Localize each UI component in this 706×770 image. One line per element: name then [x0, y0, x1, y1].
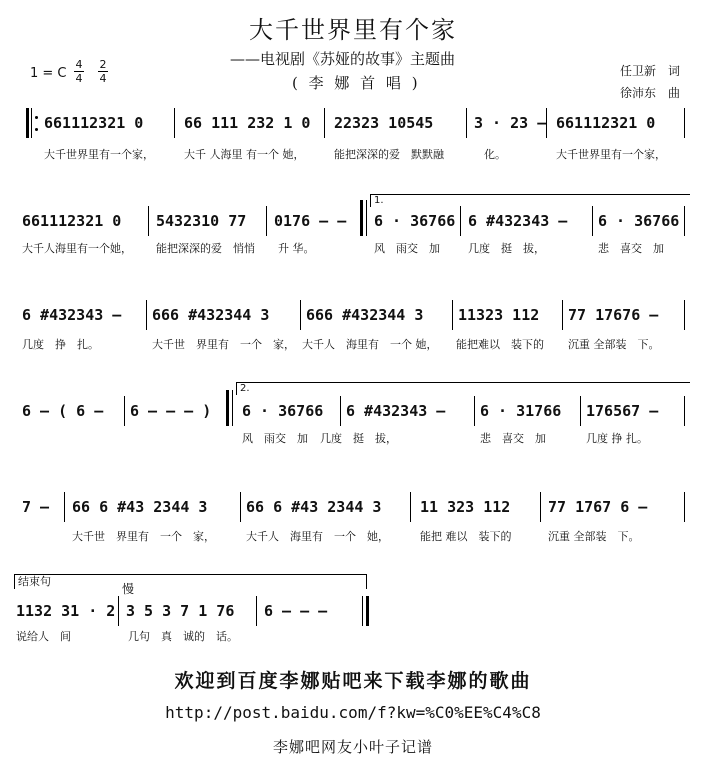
- lyric-text: 几度 挺 拔，: [468, 242, 545, 255]
- measure-notation: 0176 – –: [274, 212, 347, 230]
- barline: [300, 300, 301, 330]
- barline: [474, 396, 475, 426]
- measure-notation: 6 – ( 6 –: [22, 402, 104, 420]
- barline: [684, 108, 685, 138]
- lyric-text: 大千世 界里有 一个 家，: [152, 338, 295, 351]
- measure-notation: 11 323 112: [420, 498, 511, 516]
- measure-notation: 176567 –: [586, 402, 659, 420]
- barline: [124, 396, 125, 426]
- lyric-text: 大千人 海里有 一个 她，: [302, 338, 438, 351]
- measure-notation: 77 17676 –: [568, 306, 659, 324]
- measure-notation: 11323 112: [458, 306, 540, 324]
- barline: [174, 108, 175, 138]
- time-signature-two-four: [98, 58, 108, 85]
- measure-notation: 3 · 23 –: [474, 114, 547, 132]
- forum-url[interactable]: http://post.baidu.com/f?kw=%C0%EE%C4%C8: [165, 703, 541, 722]
- barline: [232, 390, 233, 426]
- lyric-text: 大千人海里有一个她，: [22, 242, 132, 255]
- key-signature: 1 = C: [30, 66, 67, 81]
- lyric-text: 悲 喜交 加: [480, 432, 546, 445]
- measure-notation: 661112321 0: [556, 114, 656, 132]
- time-sig-bottom: 4: [75, 72, 83, 85]
- measure-notation: 66 6 #43 2344 3: [72, 498, 208, 516]
- tempo-mark: 慢: [122, 582, 135, 596]
- measure-notation: 6 – – – ): [130, 402, 212, 420]
- lyric-text: 风 雨交 加: [374, 242, 440, 255]
- measure-notation: 6 · 31766: [480, 402, 562, 420]
- lyric-text: 升 华。: [278, 242, 315, 255]
- repeat-end-barline: [226, 390, 229, 426]
- barline: [684, 300, 685, 330]
- measure-notation: 6 #432343 –: [22, 306, 122, 324]
- barline: [684, 492, 685, 522]
- lyric-text: 大千世 界里有 一个 家，: [72, 530, 215, 543]
- barline: [266, 206, 267, 236]
- lyric-text: 大千世界里有一个家，: [556, 148, 666, 161]
- measure-notation: 661112321 0: [44, 114, 144, 132]
- download-banner: 欢迎到百度李娜贴吧来下载李娜的歌曲: [174, 670, 532, 692]
- lyric-text: 悲 喜交 加: [598, 242, 664, 255]
- barline: [324, 108, 325, 138]
- barline: [31, 108, 32, 138]
- barline: [256, 596, 257, 626]
- lyric-text: 几度 挣 扎。: [586, 432, 648, 445]
- measure-notation: 6 #432343 –: [346, 402, 446, 420]
- song-subtitle: ——电视剧《苏娅的故事》主题曲: [230, 50, 456, 68]
- time-sig-top: 2: [99, 58, 107, 71]
- lyric-text: 风 雨交 加: [242, 432, 308, 445]
- lyric-text: 化。: [484, 148, 506, 161]
- time-sig-top: 4: [75, 58, 83, 71]
- repeat-dot: [35, 116, 38, 119]
- measure-notation: 5432310 77: [156, 212, 247, 230]
- lyric-text: 沉重 全部装 下。: [568, 338, 660, 351]
- measure-notation: 7 –: [22, 498, 50, 516]
- barline: [118, 596, 119, 626]
- transcriber-credit: 李娜吧网友小叶子记谱: [272, 738, 433, 756]
- barline: [410, 492, 411, 522]
- barline: [452, 300, 453, 330]
- lyric-text: 沉重 全部装 下。: [548, 530, 640, 543]
- ending-label: 结束句: [18, 575, 51, 588]
- lyric-text: 能把深深的爱 默默融: [334, 148, 444, 161]
- measure-notation: 6 · 36766: [374, 212, 456, 230]
- barline: [340, 396, 341, 426]
- barline: [466, 108, 467, 138]
- lyric-text: 能把难以 装下的: [456, 338, 544, 351]
- repeat-end-barline: [360, 200, 363, 236]
- lyric-text: 几度 挺 拔，: [320, 432, 397, 445]
- measure-notation: 3 5 3 7 1 76: [126, 602, 235, 620]
- repeat-dot: [35, 128, 38, 131]
- lyric-text: 大千 人海里 有一个 她，: [184, 148, 305, 161]
- singer-line: ( 李 娜 首 唱 ): [292, 74, 421, 92]
- repeat-start-barline: [26, 108, 29, 138]
- lyric-text: 几度 挣 扎。: [22, 338, 99, 351]
- lyricist-credit: 任卫新 词: [620, 64, 681, 78]
- measure-notation: 1132 31 · 2: [16, 602, 116, 620]
- barline: [684, 206, 685, 236]
- lyric-text: 几句 真 诚的 话。: [128, 630, 238, 643]
- barline: [366, 200, 367, 236]
- lyric-text: 大千世界里有一个家，: [44, 148, 154, 161]
- measure-notation: 6 · 36766: [242, 402, 324, 420]
- measure-notation: 66 6 #43 2344 3: [246, 498, 382, 516]
- measure-notation: 6 – – –: [264, 602, 328, 620]
- lyric-text: 大千人 海里有 一个 她，: [246, 530, 389, 543]
- barline: [592, 206, 593, 236]
- barline: [146, 300, 147, 330]
- final-barline: [366, 596, 369, 626]
- measure-notation: 6 #432343 –: [468, 212, 568, 230]
- measure-notation: 77 1767 6 –: [548, 498, 648, 516]
- ending-bracket: [14, 574, 367, 589]
- barline: [64, 492, 65, 522]
- barline: [460, 206, 461, 236]
- barline: [580, 396, 581, 426]
- time-sig-bottom: 4: [99, 72, 107, 85]
- time-signature-four-four: [74, 58, 84, 85]
- measure-notation: 661112321 0: [22, 212, 122, 230]
- song-title: 大千世界里有个家: [249, 16, 457, 44]
- volta-first-ending: 1.: [370, 194, 690, 207]
- barline: [362, 596, 363, 626]
- barline: [562, 300, 563, 330]
- volta-second-ending: 2.: [236, 382, 690, 395]
- measure-notation: 666 #432344 3: [306, 306, 424, 324]
- composer-credit: 徐沛东 曲: [620, 86, 681, 100]
- barline: [546, 108, 547, 138]
- barline: [684, 396, 685, 426]
- lyric-text: 能把 难以 装下的: [420, 530, 512, 543]
- measure-notation: 666 #432344 3: [152, 306, 270, 324]
- measure-notation: 22323 10545: [334, 114, 434, 132]
- barline: [540, 492, 541, 522]
- lyric-text: 说给人 间: [16, 630, 71, 643]
- barline: [240, 492, 241, 522]
- measure-notation: 6 · 36766: [598, 212, 680, 230]
- lyric-text: 能把深深的爱 悄悄: [156, 242, 255, 255]
- barline: [148, 206, 149, 236]
- measure-notation: 66 111 232 1 0: [184, 114, 311, 132]
